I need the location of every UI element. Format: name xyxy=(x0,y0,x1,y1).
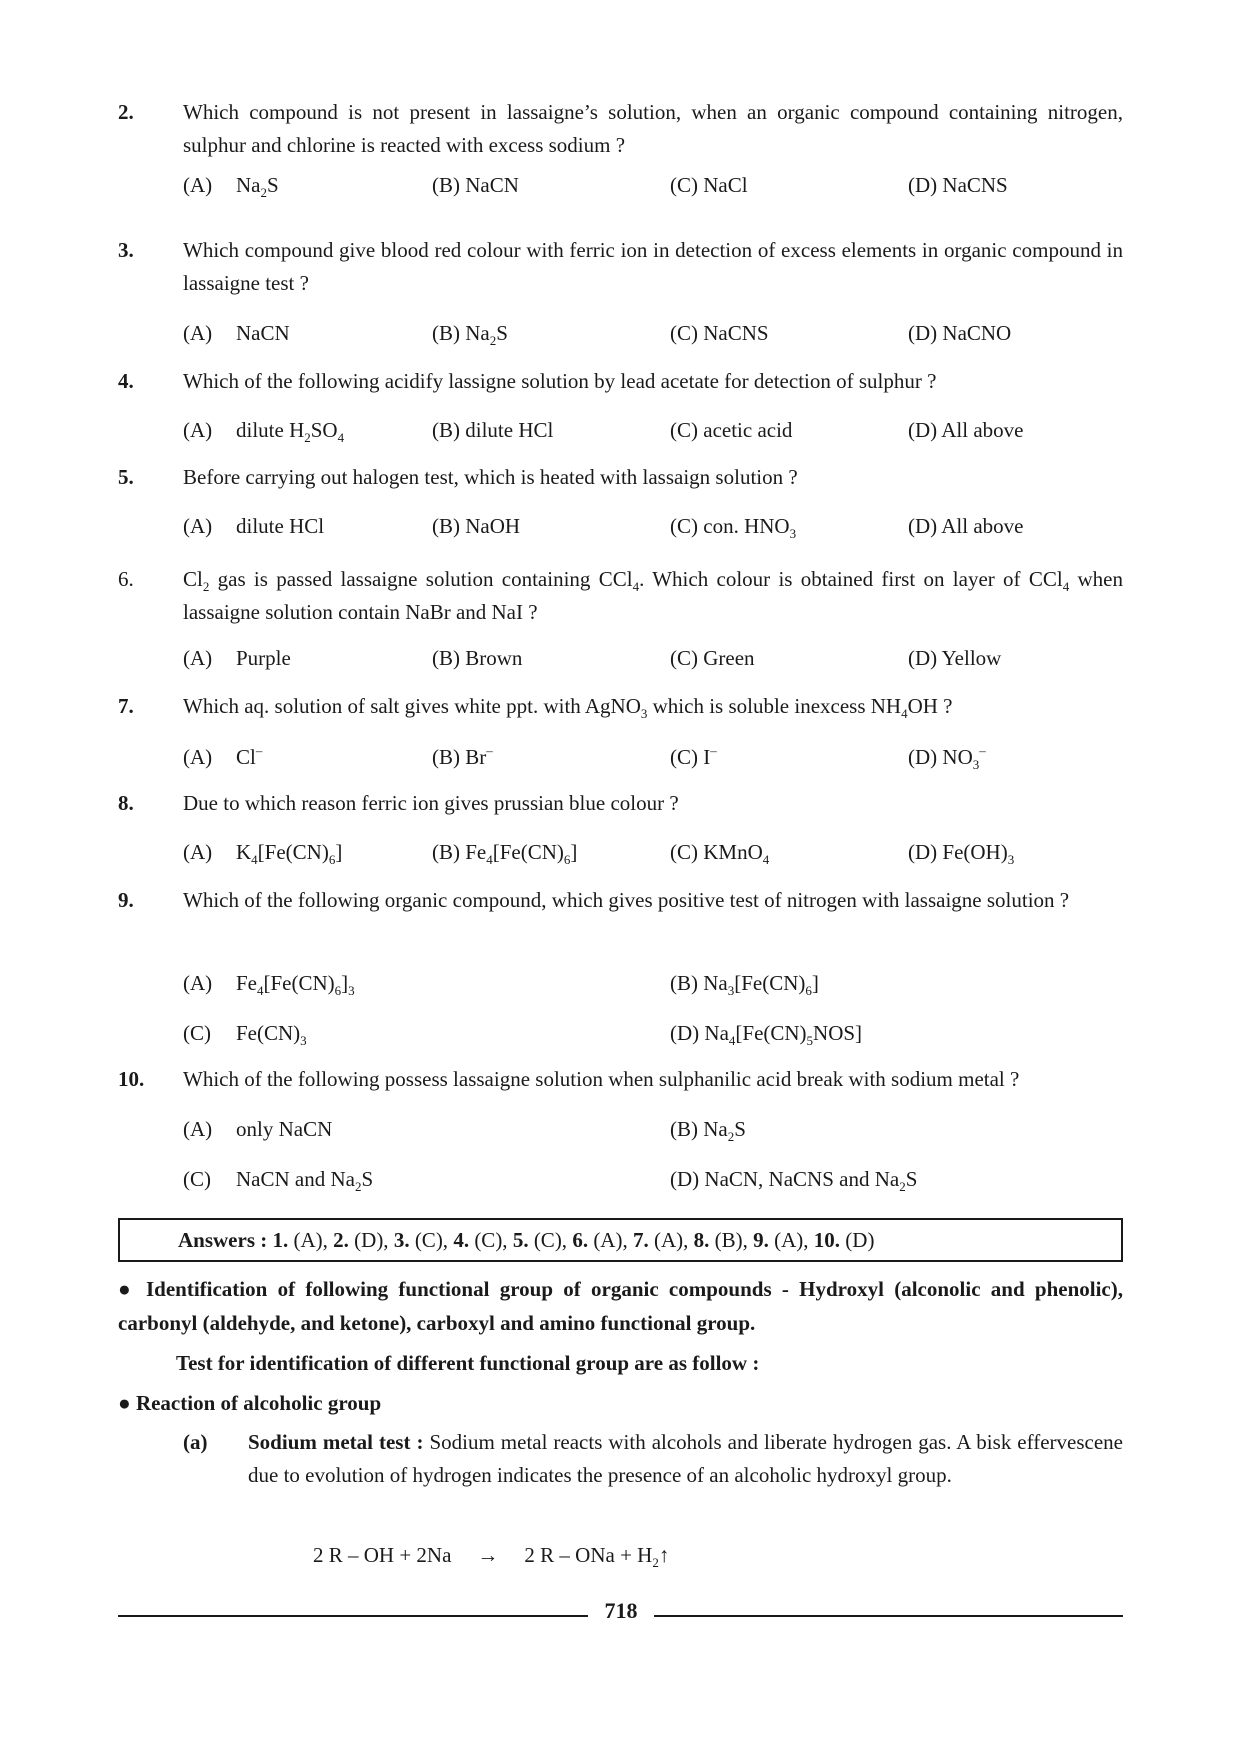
option-b: (B) NaOH xyxy=(432,514,521,538)
answer-key-text: Answers : 1. (A), 2. (D), 3. (C), 4. (C), 5. (C), 6. (A), 7. (A), 8. (B), 9. (A), 10. (D) xyxy=(178,1228,875,1252)
question-text: Which of the following acidify lassigne solution by lead acetate for detection of sulphur ? xyxy=(183,369,937,393)
option-b: (B) dilute HCl xyxy=(432,418,554,442)
option-d: (D) $Fe(OH)_3$ xyxy=(908,840,1015,867)
option-d: (D) $NO_3^-$ xyxy=(908,743,986,772)
question-text: Which compound give blood red colour with ferric ion in detection of excess elements in organic compound in lassaigne test ? xyxy=(183,238,1123,295)
footer-rule-right xyxy=(654,1615,1123,1617)
options-9-row1 xyxy=(183,966,1123,1000)
option-c: (C) NaCNS xyxy=(670,321,769,345)
question-text: Before carrying out halogen test, which is heated with lassaign solution ? xyxy=(183,465,798,489)
option-b: (B) NaCN xyxy=(432,173,519,197)
page-number: 718 xyxy=(604,1598,638,1623)
option-d: (D) NaCNS xyxy=(908,173,1008,197)
reaction-arrow-icon: → xyxy=(477,1543,499,1567)
question-6 xyxy=(118,563,1123,629)
question-text: Which of the following organic compound, which gives positive test of nitrogen with lassaigne solution ? xyxy=(183,888,1070,912)
test-item-a xyxy=(183,1426,1123,1492)
question-number: 7. xyxy=(118,694,134,718)
question-number: 10. xyxy=(118,1067,145,1091)
question-10 xyxy=(118,1063,1123,1096)
option-d: (D) NaCNO xyxy=(908,321,1012,345)
options-3 xyxy=(183,316,1123,350)
options-10-row1 xyxy=(183,1112,1123,1146)
bullet-icon: ● xyxy=(118,1391,131,1415)
reaction-equation xyxy=(313,1538,669,1572)
option-b: (B) $Na_2S$ xyxy=(670,1117,746,1144)
footer-rule-left xyxy=(118,1615,588,1617)
question-number: 2. xyxy=(118,100,134,124)
question-4 xyxy=(118,365,1123,398)
option-b: (B) $Na_3[Fe(CN)_6]$ xyxy=(670,971,819,998)
question-text: Due to which reason ferric ion gives prussian blue colour ? xyxy=(183,791,679,815)
section-heading-text: Identification of following functional group of organic compounds - Hydroxyl (alconolic and phenolic), carbonyl (aldehyde, and ketone), carboxyl and amino functional group. xyxy=(118,1277,1123,1335)
option-a: (A) NaCN xyxy=(183,321,290,345)
option-c: (C) acetic acid xyxy=(670,418,793,442)
section-heading xyxy=(118,1272,1123,1340)
option-a: (A) Cl– xyxy=(183,743,263,769)
options-10-row2 xyxy=(183,1162,1123,1196)
question-5 xyxy=(118,461,1123,494)
option-b: (B) Br– xyxy=(432,743,493,769)
question-3 xyxy=(118,234,1123,300)
equation-right: 2 R – ONa + $H_2↑$ xyxy=(524,1543,670,1570)
question-text: $Cl_2$ gas is passed lassaigne solution containing CCl$_4$. Which colour is obtained first on layer of CCl$_4$ when lassaigne solution contain NaBr and NaI ? xyxy=(183,567,1123,624)
question-text: Which aq. solution of salt gives white ppt. with AgNO$_3$ which is soluble inexcess $NH_4OH$ ? xyxy=(183,694,953,721)
option-c: (C) KMnO$_4$ xyxy=(670,840,770,867)
bullet-icon: ● xyxy=(118,1277,136,1301)
option-a: (A) $Na_2S$ xyxy=(183,173,279,200)
question-8 xyxy=(118,787,1123,820)
option-d: (D) All above xyxy=(908,418,1024,442)
question-number: 3. xyxy=(118,238,134,262)
option-c: (C) NaCl xyxy=(670,173,748,197)
option-d: (D) All above xyxy=(908,514,1024,538)
option-c: (C) NaCN and $Na_2S$ xyxy=(183,1167,374,1194)
option-c: (C) Green xyxy=(670,646,755,670)
question-number: 6. xyxy=(118,567,134,591)
equation-left: 2 R – OH + 2Na xyxy=(313,1543,452,1567)
question-text: Which of the following possess lassaigne solution when sulphanilic acid break with sodium metal ? xyxy=(183,1067,1020,1091)
question-number: 5. xyxy=(118,465,134,489)
answer-key-box xyxy=(118,1218,1123,1262)
item-label: (a) xyxy=(183,1430,208,1454)
item-body xyxy=(248,1426,1123,1492)
option-c: (C) con. $HNO_3$ xyxy=(670,514,797,541)
option-d: (D) $Na_4[Fe(CN)_5NOS]$ xyxy=(670,1021,863,1048)
subheading-text: Reaction of alcoholic group xyxy=(135,1391,382,1415)
options-7 xyxy=(183,740,1123,774)
item-text: Sodium metal reacts with alcohols and liberate hydrogen gas. A bisk effervescene due to evolution of hydrogen indicates the presence of an alcoholic hydroxyl group. xyxy=(248,1430,1124,1487)
option-c: (C) $Fe(CN)_3$ xyxy=(183,1021,307,1048)
subheading xyxy=(118,1386,1123,1420)
question-text: Which compound is not present in lassaigne’s solution, when an organic compound containing nitrogen, sulphur and chlorine is reacted with excess sodium ? xyxy=(183,100,1123,157)
option-a: (A) dilute HCl xyxy=(183,514,325,538)
option-c: (C) I– xyxy=(670,743,717,769)
option-d: (D) Yellow xyxy=(908,646,1002,670)
question-number: 4. xyxy=(118,369,134,393)
options-4 xyxy=(183,413,1123,447)
option-b: (B) $Fe_4[Fe(CN)_6]$ xyxy=(432,840,578,867)
option-b: (B) Brown xyxy=(432,646,523,670)
question-2 xyxy=(118,96,1123,162)
section-intro: Test for identification of different functional group are as follow : xyxy=(176,1351,760,1375)
option-a: (A) dilute $H_2SO_4$ xyxy=(183,418,345,445)
option-a: (A) Purple xyxy=(183,646,291,670)
options-6 xyxy=(183,641,1123,675)
options-9-row2 xyxy=(183,1016,1123,1050)
options-2 xyxy=(183,168,1123,202)
question-number: 9. xyxy=(118,888,134,912)
options-5 xyxy=(183,509,1123,543)
question-number: 8. xyxy=(118,791,134,815)
option-a: (A) only NaCN xyxy=(183,1117,333,1141)
option-a: (A) $K_4[Fe(CN)_6]$ xyxy=(183,840,343,867)
options-8 xyxy=(183,835,1123,869)
item-title: Sodium metal test : xyxy=(248,1430,424,1454)
option-b: (B) $Na_2S$ xyxy=(432,321,508,348)
question-7 xyxy=(118,690,1123,723)
option-d: (D) NaCN, NaCNS and $Na_2S$ xyxy=(670,1167,918,1194)
question-9 xyxy=(118,884,1123,917)
option-a: (A) $Fe_4[Fe(CN)_6]_3$ xyxy=(183,971,355,998)
